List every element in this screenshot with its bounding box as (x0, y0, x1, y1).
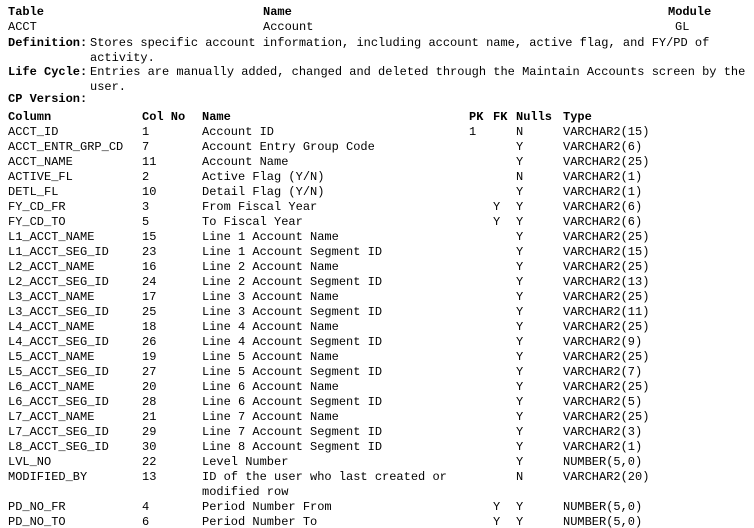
cell-fk: Y (493, 500, 501, 514)
table-label: Table (8, 5, 45, 19)
cell-column: L5_ACCT_NAME (8, 350, 95, 364)
cell-type: NUMBER(5,0) (563, 455, 643, 469)
cell-nulls: Y (516, 275, 524, 289)
cell-type: VARCHAR2(25) (563, 230, 650, 244)
cell-type: VARCHAR2(1) (563, 440, 643, 454)
cell-column: PD_NO_FR (8, 500, 66, 514)
cell-col-no: 3 (142, 200, 150, 214)
table-row (8, 290, 754, 305)
cell-type: VARCHAR2(11) (563, 305, 650, 319)
cell-name: Detail Flag (Y/N) (202, 185, 325, 199)
table-row (8, 455, 754, 470)
cell-pk: 1 (469, 125, 477, 139)
cell-nulls: N (516, 170, 524, 184)
table-row (8, 155, 754, 170)
cell-name: Line 7 Account Segment ID (202, 425, 383, 439)
cell-name: Line 1 Account Name (202, 230, 339, 244)
cell-fk: Y (493, 215, 501, 229)
module-label: Module (668, 5, 712, 19)
cell-nulls: Y (516, 245, 524, 259)
cell-col-no: 5 (142, 215, 150, 229)
cell-nulls: Y (516, 395, 524, 409)
cell-nulls: Y (516, 365, 524, 379)
table-row (8, 170, 754, 185)
cell-nulls: Y (516, 260, 524, 274)
cell-name: Period Number From (202, 500, 332, 514)
cell-nulls: N (516, 470, 524, 484)
header-nulls: Nulls (516, 110, 553, 124)
cell-column: DETL_FL (8, 185, 59, 199)
cell-name: Active Flag (Y/N) (202, 170, 325, 184)
cell-col-no: 23 (142, 245, 157, 259)
cell-name: Line 5 Account Segment ID (202, 365, 383, 379)
cell-name: Line 6 Account Name (202, 380, 339, 394)
cell-col-no: 25 (142, 305, 157, 319)
cell-column: PD_NO_TO (8, 515, 66, 528)
cell-column: LVL_NO (8, 455, 52, 469)
definition-text: Stores specific account information, including account name, active flag, and FY/PD of activity. (90, 36, 710, 65)
cell-name: Line 3 Account Segment ID (202, 305, 383, 319)
cell-name: To Fiscal Year (202, 215, 303, 229)
cell-nulls: Y (516, 515, 524, 528)
cell-column: L2_ACCT_SEG_ID (8, 275, 109, 289)
header-col-no: Col No (142, 110, 186, 124)
table-value: ACCT (8, 20, 37, 34)
cell-type: NUMBER(5,0) (563, 500, 643, 514)
cell-name: Line 8 Account Segment ID (202, 440, 383, 454)
meta-value-row (8, 20, 754, 35)
cell-name: Line 2 Account Segment ID (202, 275, 383, 289)
cell-type: VARCHAR2(25) (563, 350, 650, 364)
cell-name: ID of the user who last created or modified row (202, 470, 447, 499)
cell-name: Line 4 Account Segment ID (202, 335, 383, 349)
columns-table-body (8, 125, 754, 528)
cell-col-no: 6 (142, 515, 150, 528)
cell-column: FY_CD_TO (8, 215, 66, 229)
lifecycle-text: Entries are manually added, changed and deleted through the Maintain Accounts screen by the user. (90, 65, 746, 94)
cpversion-section (8, 92, 754, 107)
cell-name: Account Name (202, 155, 289, 169)
table-row (8, 365, 754, 380)
cell-fk: Y (493, 515, 501, 528)
module-value: GL (675, 20, 690, 34)
meta-header-row (8, 5, 754, 20)
cell-col-no: 10 (142, 185, 157, 199)
cell-type: VARCHAR2(15) (563, 125, 650, 139)
cell-col-no: 1 (142, 125, 150, 139)
cell-column: ACCT_ID (8, 125, 59, 139)
cell-type: VARCHAR2(25) (563, 260, 650, 274)
cell-type: VARCHAR2(9) (563, 335, 643, 349)
cell-column: FY_CD_FR (8, 200, 66, 214)
cell-column: MODIFIED_BY (8, 470, 88, 484)
header-fk: FK (493, 110, 508, 124)
cell-col-no: 19 (142, 350, 157, 364)
cell-column: L4_ACCT_NAME (8, 320, 95, 334)
table-row (8, 335, 754, 350)
cell-nulls: Y (516, 440, 524, 454)
table-row (8, 260, 754, 275)
cell-type: VARCHAR2(25) (563, 290, 650, 304)
cell-col-no: 26 (142, 335, 157, 349)
cell-nulls: Y (516, 320, 524, 334)
cell-type: VARCHAR2(5) (563, 395, 643, 409)
cell-col-no: 22 (142, 455, 157, 469)
cell-nulls: Y (516, 410, 524, 424)
lifecycle-label: Life Cycle: (8, 65, 88, 79)
cell-col-no: 27 (142, 365, 157, 379)
table-row (8, 425, 754, 440)
table-row (8, 350, 754, 365)
cell-nulls: Y (516, 185, 524, 199)
cell-column: L7_ACCT_NAME (8, 410, 95, 424)
cell-nulls: Y (516, 200, 524, 214)
header-column: Column (8, 110, 52, 124)
cpversion-value (90, 92, 754, 107)
cell-column: L8_ACCT_SEG_ID (8, 440, 109, 454)
cell-type: VARCHAR2(6) (563, 215, 643, 229)
table-row (8, 230, 754, 245)
cell-col-no: 15 (142, 230, 157, 244)
header-pk: PK (469, 110, 484, 124)
columns-table-header (8, 110, 754, 125)
cell-column: ACCT_ENTR_GRP_CD (8, 140, 124, 154)
cell-col-no: 7 (142, 140, 150, 154)
header-type: Type (563, 110, 592, 124)
cell-type: VARCHAR2(1) (563, 170, 643, 184)
cell-nulls: Y (516, 425, 524, 439)
cell-col-no: 21 (142, 410, 157, 424)
cell-nulls: Y (516, 230, 524, 244)
cell-column: L2_ACCT_NAME (8, 260, 95, 274)
cell-col-no: 17 (142, 290, 157, 304)
table-row (8, 185, 754, 200)
cell-type: VARCHAR2(13) (563, 275, 650, 289)
cell-nulls: Y (516, 335, 524, 349)
cell-name: Line 7 Account Name (202, 410, 339, 424)
table-row (8, 470, 754, 500)
cell-name: Line 3 Account Name (202, 290, 339, 304)
table-row (8, 215, 754, 230)
cell-name: Line 1 Account Segment ID (202, 245, 383, 259)
name-value: Account (263, 20, 314, 34)
cell-nulls: N (516, 125, 524, 139)
cell-type: VARCHAR2(15) (563, 245, 650, 259)
cell-name: Line 5 Account Name (202, 350, 339, 364)
cell-type: VARCHAR2(1) (563, 185, 643, 199)
cell-column: L1_ACCT_NAME (8, 230, 95, 244)
table-row (8, 500, 754, 515)
cell-type: VARCHAR2(25) (563, 410, 650, 424)
table-row (8, 275, 754, 290)
cell-column: ACCT_NAME (8, 155, 73, 169)
table-row (8, 515, 754, 528)
table-row (8, 320, 754, 335)
columns-table (8, 110, 754, 528)
cell-column: L7_ACCT_SEG_ID (8, 425, 109, 439)
cell-nulls: Y (516, 305, 524, 319)
cell-col-no: 29 (142, 425, 157, 439)
name-label: Name (263, 5, 292, 19)
cell-type: VARCHAR2(20) (563, 470, 650, 484)
cell-col-no: 28 (142, 395, 157, 409)
cell-nulls: Y (516, 155, 524, 169)
table-row (8, 410, 754, 425)
cell-col-no: 11 (142, 155, 157, 169)
cell-col-no: 2 (142, 170, 150, 184)
table-row (8, 440, 754, 455)
cell-nulls: Y (516, 500, 524, 514)
cell-column: L5_ACCT_SEG_ID (8, 365, 109, 379)
cell-col-no: 16 (142, 260, 157, 274)
cell-type: VARCHAR2(6) (563, 200, 643, 214)
cell-nulls: Y (516, 215, 524, 229)
table-row (8, 395, 754, 410)
cell-name: Account ID (202, 125, 275, 139)
cell-column: L6_ACCT_NAME (8, 380, 95, 394)
cell-col-no: 13 (142, 470, 157, 484)
table-row (8, 125, 754, 140)
cell-nulls: Y (516, 455, 524, 469)
cpversion-label: CP Version: (8, 92, 88, 106)
cell-column: L4_ACCT_SEG_ID (8, 335, 109, 349)
cell-nulls: Y (516, 290, 524, 304)
cell-column: L3_ACCT_NAME (8, 290, 95, 304)
cell-column: L1_ACCT_SEG_ID (8, 245, 109, 259)
cell-name: Line 6 Account Segment ID (202, 395, 383, 409)
cell-column: ACTIVE_FL (8, 170, 73, 184)
cell-type: VARCHAR2(6) (563, 140, 643, 154)
cell-type: VARCHAR2(25) (563, 320, 650, 334)
cell-type: NUMBER(5,0) (563, 515, 643, 528)
cell-column: L6_ACCT_SEG_ID (8, 395, 109, 409)
cell-nulls: Y (516, 350, 524, 364)
cell-type: VARCHAR2(7) (563, 365, 643, 379)
cell-name: Level Number (202, 455, 289, 469)
cell-name: Line 2 Account Name (202, 260, 339, 274)
cell-col-no: 24 (142, 275, 157, 289)
definition-label: Definition: (8, 36, 88, 50)
cell-nulls: Y (516, 140, 524, 154)
table-row (8, 140, 754, 155)
cell-type: VARCHAR2(25) (563, 380, 650, 394)
cell-name: From Fiscal Year (202, 200, 318, 214)
table-row (8, 305, 754, 320)
cell-type: VARCHAR2(25) (563, 155, 650, 169)
cell-col-no: 30 (142, 440, 157, 454)
cell-column: L3_ACCT_SEG_ID (8, 305, 109, 319)
table-row (8, 380, 754, 395)
cell-col-no: 4 (142, 500, 150, 514)
cell-nulls: Y (516, 380, 524, 394)
table-row (8, 245, 754, 260)
cell-fk: Y (493, 200, 501, 214)
header-name: Name (202, 110, 231, 124)
definition-section (8, 36, 754, 66)
cell-name: Line 4 Account Name (202, 320, 339, 334)
cell-type: VARCHAR2(3) (563, 425, 643, 439)
lifecycle-section (8, 65, 754, 95)
cell-name: Account Entry Group Code (202, 140, 375, 154)
cell-name: Period Number To (202, 515, 318, 528)
cell-col-no: 20 (142, 380, 157, 394)
table-row (8, 200, 754, 215)
cell-col-no: 18 (142, 320, 157, 334)
